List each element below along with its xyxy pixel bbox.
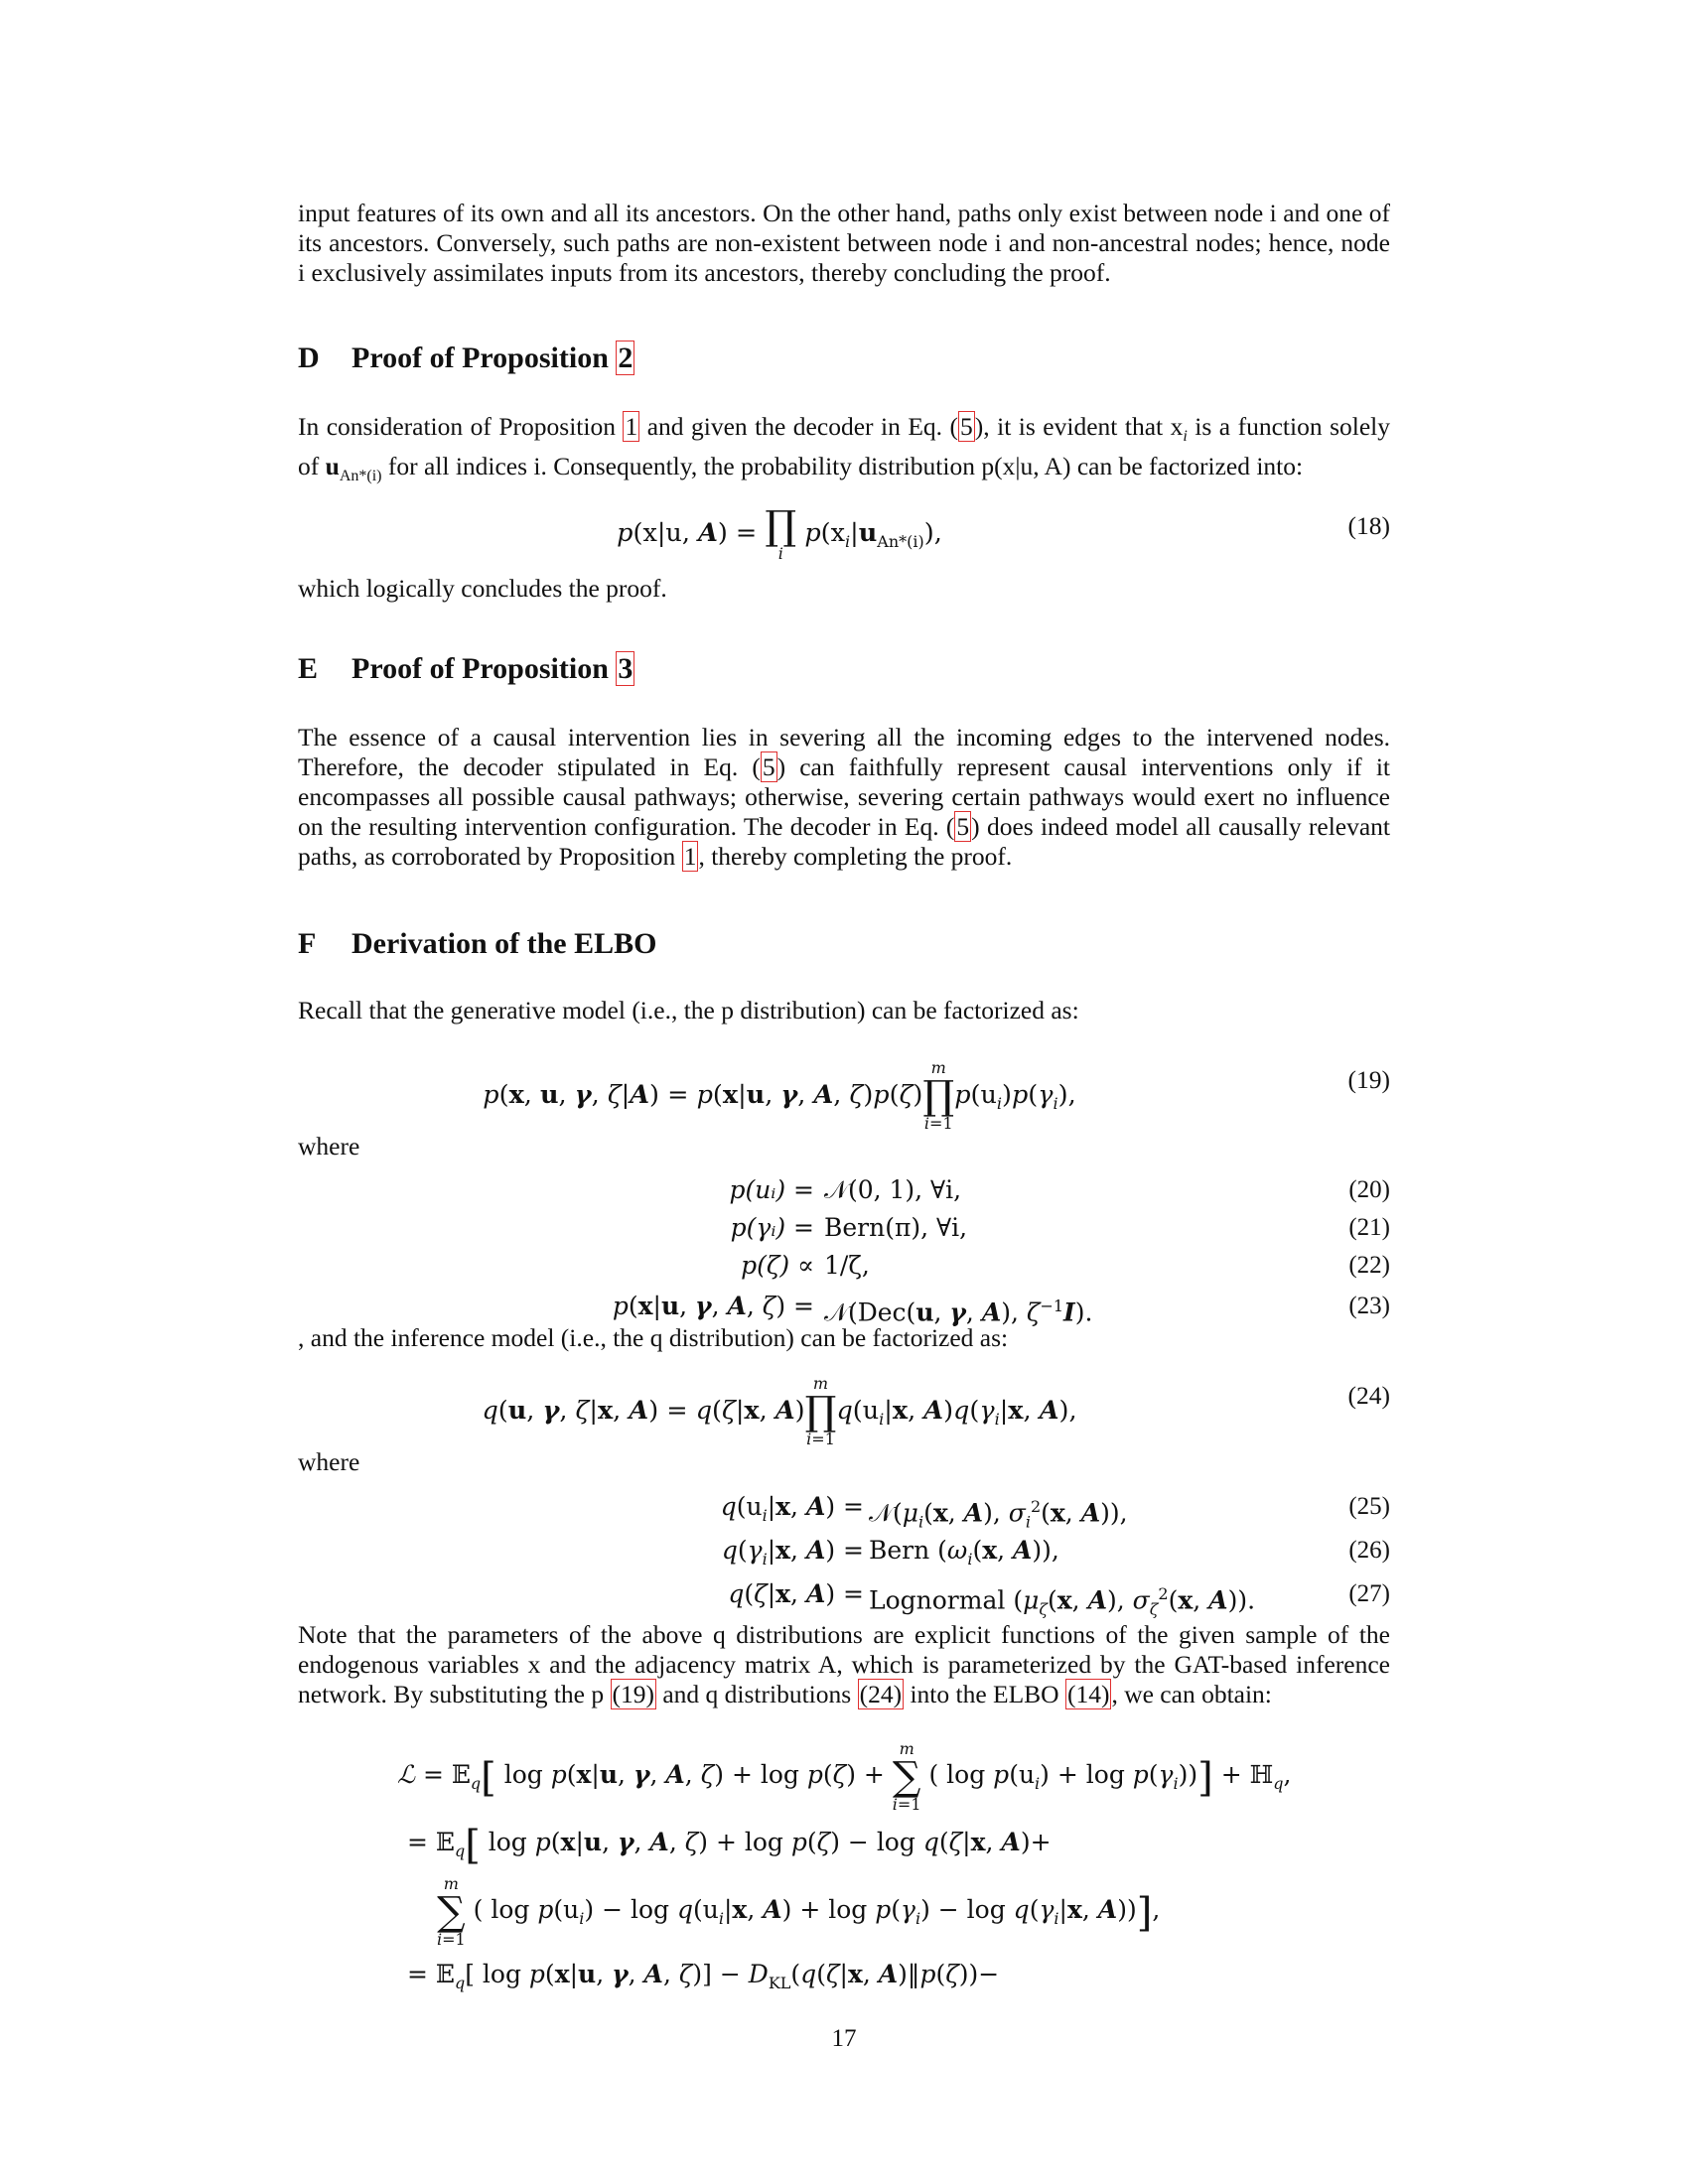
elbo-line-2: = 𝔼$_q$[ log p(x|u, γ, A, ζ) + log p(ζ) − log q(ζ|x, A)+ bbox=[407, 1823, 1052, 1868]
equation-lhs: p(γᵢ) = bbox=[730, 1213, 814, 1242]
text-span: is a function solely of bbox=[298, 412, 1391, 481]
text-span: The essence of a causal intervention lies in severing all the incoming edges to the intervened nodes. Therefore, the decoder stipulated in Eq. ( bbox=[298, 723, 1390, 781]
where-label: where bbox=[298, 1132, 360, 1160]
section-title: Proof of Proposition bbox=[352, 652, 617, 685]
text-span: ) does indeed model all causally relevant paths, as corroborated by Proposition bbox=[298, 812, 1391, 871]
proposition-link[interactable]: 2 bbox=[618, 341, 633, 374]
equation-19 bbox=[298, 1052, 1390, 1133]
text-span: and q distributions bbox=[655, 1680, 858, 1708]
equation-rhs: 1/ζ, bbox=[824, 1251, 870, 1280]
equation-body: q(u, γ, ζ|x, A) = q(ζ|x, A)m ∏ $i=1q(u_i|x$, $A)q(\gamma_i|x$, A), bbox=[482, 1374, 1077, 1448]
equation-rhs: 𝒩(0, 1), ∀i, bbox=[824, 1175, 962, 1204]
equation-20 bbox=[298, 1171, 1390, 1209]
equation-lhs: p(ζ) ∝ bbox=[741, 1251, 814, 1280]
equation-number: (18) bbox=[1347, 511, 1390, 540]
section-title: Proof of Proposition bbox=[352, 341, 617, 374]
equation-number: (19) bbox=[1347, 1065, 1390, 1094]
text-span: and given the decoder in Eq. ( bbox=[639, 412, 959, 441]
equation-link[interactable]: (24) bbox=[859, 1680, 903, 1708]
elbo-derivation bbox=[397, 1735, 1390, 1999]
equation-25 bbox=[298, 1485, 1390, 1532]
section-d-conclusion: which logically concludes the proof. bbox=[298, 574, 667, 603]
equation-lhs: p(uᵢ) = bbox=[729, 1175, 814, 1204]
equation-18 bbox=[298, 503, 1390, 563]
equation-link[interactable]: (19) bbox=[612, 1680, 654, 1708]
text-span: In consideration of Proposition bbox=[298, 412, 624, 441]
equation-rhs: 𝒩(Dec(u, γ, A), $\zeta^{-1}I$). bbox=[824, 1297, 1093, 1327]
equation-link[interactable]: 5 bbox=[956, 812, 970, 841]
equation-link[interactable]: 5 bbox=[960, 412, 973, 441]
equation-lhs: $q(u_i|x$, A) = bbox=[720, 1492, 864, 1525]
equation-21 bbox=[298, 1209, 1390, 1247]
equation-link[interactable]: 5 bbox=[762, 752, 775, 781]
note-paragraph bbox=[298, 1620, 1390, 1709]
equation-rhs: Bern ($\omega_i(x$, A)), bbox=[869, 1536, 1059, 1569]
equation-number: (24) bbox=[1347, 1381, 1390, 1410]
text-span: ) can faithfully represent causal interventions only if it encompasses all possible causal pathways; otherwise, severing certain pathways would exert no influence on the resulting intervention configuration. The decoder in Eq. ( bbox=[298, 752, 1390, 841]
elbo-line-1: ℒ = 𝔼$_q$[ log p(x|u, γ, A, ζ) + log p(ζ) + m ∑ i=1 ( $\log p(u_i) + \log p(\gamma_i)$)] + ℍ$_q$, bbox=[397, 1738, 1292, 1814]
equation-link[interactable]: (14) bbox=[1066, 1680, 1110, 1708]
proposition-link[interactable]: 1 bbox=[683, 842, 697, 871]
equation-number: (21) bbox=[1348, 1214, 1390, 1241]
equation-26 bbox=[298, 1529, 1390, 1572]
equation-rhs: $𝒩(\mu_i(x$, A), $\sigma_i^2(x$, A)), bbox=[869, 1497, 1128, 1532]
equation-rhs: Lognormal ($\mu_\zeta(x$, A), $\sigma_\zeta^2(x$, A)). bbox=[869, 1584, 1256, 1619]
equation-number: (23) bbox=[1348, 1293, 1390, 1319]
equation-lhs: p(x|u, γ, A, ζ) = bbox=[612, 1292, 814, 1320]
section-title: Derivation of the ELBO bbox=[352, 927, 657, 960]
text-span: Note that the parameters of the above q distributions are explicit functions of the given sample of the endogenous variables x and the adjacency matrix A, which is parameterized by the GAT-based inference network. By substituting the p bbox=[298, 1620, 1390, 1708]
equation-23 bbox=[298, 1285, 1390, 1328]
intro-paragraph: input features of its own and all its ancestors. On the other hand, paths only exist between node i and one of its ancestors. Conversely, such paths are non-existent between node i and non-ancestral nodes; hence, node i exclusively assimilates inputs from its ancestors, thereby concluding the proof. bbox=[298, 199, 1390, 287]
equation-number: (26) bbox=[1348, 1537, 1390, 1564]
equation-number: (27) bbox=[1348, 1580, 1390, 1607]
elbo-line-4: = 𝔼$_q$[ log p(x|u, γ, A, $\zeta)] - D_{KL}(q(\zeta|x$, A)‖p(ζ))− bbox=[407, 1960, 1000, 1992]
equation-22 bbox=[298, 1247, 1390, 1285]
section-number: E bbox=[298, 652, 319, 685]
posterior-equations bbox=[298, 1485, 1390, 1619]
text-span: , we can obtain: bbox=[1111, 1680, 1272, 1708]
equation-number: (22) bbox=[1348, 1252, 1390, 1279]
equation-body: p(x, u, γ, ζ|A) = p(x|u, γ, A, ζ)p(ζ)m ∏ $i=1p(u_i)p(\gamma_i)$, bbox=[483, 1058, 1076, 1133]
inference-intro: , and the inference model (i.e., the q distribution) can be factorized as: bbox=[298, 1323, 1009, 1352]
text-span: into the ELBO bbox=[904, 1680, 1065, 1708]
elbo-line-3: m ∑ i=1 ( $\log p(u_i) - \log q(u_i|x$, $A) + \log p(\gamma_i) - \log q(\gamma_i|x$, A))], bbox=[437, 1873, 1161, 1949]
section-number: D bbox=[298, 341, 320, 374]
equation-body: p(x|u, A) = ∏ i $p(x_i|u_{An*(i)})$, bbox=[617, 503, 942, 563]
proposition-link[interactable]: 1 bbox=[625, 412, 638, 441]
equation-number: (25) bbox=[1348, 1493, 1390, 1520]
proposition-link[interactable]: 3 bbox=[618, 652, 633, 685]
section-d-paragraph: In consideration of Proposition 1 and given the decoder in Eq. (5), it is evident that $x_i$ is a function solely of $u_{An*(i)}$ for all indices i. Consequently, the probability distribution p(x|u, A) can be factorized into: bbox=[298, 412, 1391, 485]
page-number: 17 bbox=[831, 2025, 857, 2052]
text-span: , thereby completing the proof. bbox=[698, 842, 1013, 871]
equation-number: (20) bbox=[1348, 1176, 1390, 1203]
equation-24 bbox=[298, 1368, 1390, 1448]
equation-lhs: $q(\gamma_i|x$, A) = bbox=[721, 1536, 864, 1569]
equation-lhs: q(ζ|x, A) = bbox=[728, 1579, 864, 1608]
section-d-heading bbox=[298, 341, 634, 376]
where-label: where bbox=[298, 1447, 360, 1476]
section-f-heading bbox=[298, 926, 657, 962]
section-e-heading bbox=[298, 651, 634, 687]
section-e-paragraph bbox=[298, 723, 1390, 872]
prior-equations bbox=[298, 1171, 1390, 1328]
equation-rhs: Bern(π), ∀i, bbox=[824, 1213, 968, 1242]
equation-27 bbox=[298, 1572, 1390, 1619]
section-f-recall: Recall that the generative model (i.e., the p distribution) can be factorized as: bbox=[298, 996, 1079, 1024]
text-span: for all indices i. Consequently, the probability distribution p(x|u, A) can be factorized into: bbox=[381, 452, 1304, 481]
text-span: ), it is evident that x bbox=[974, 412, 1184, 441]
section-number: F bbox=[298, 927, 317, 960]
